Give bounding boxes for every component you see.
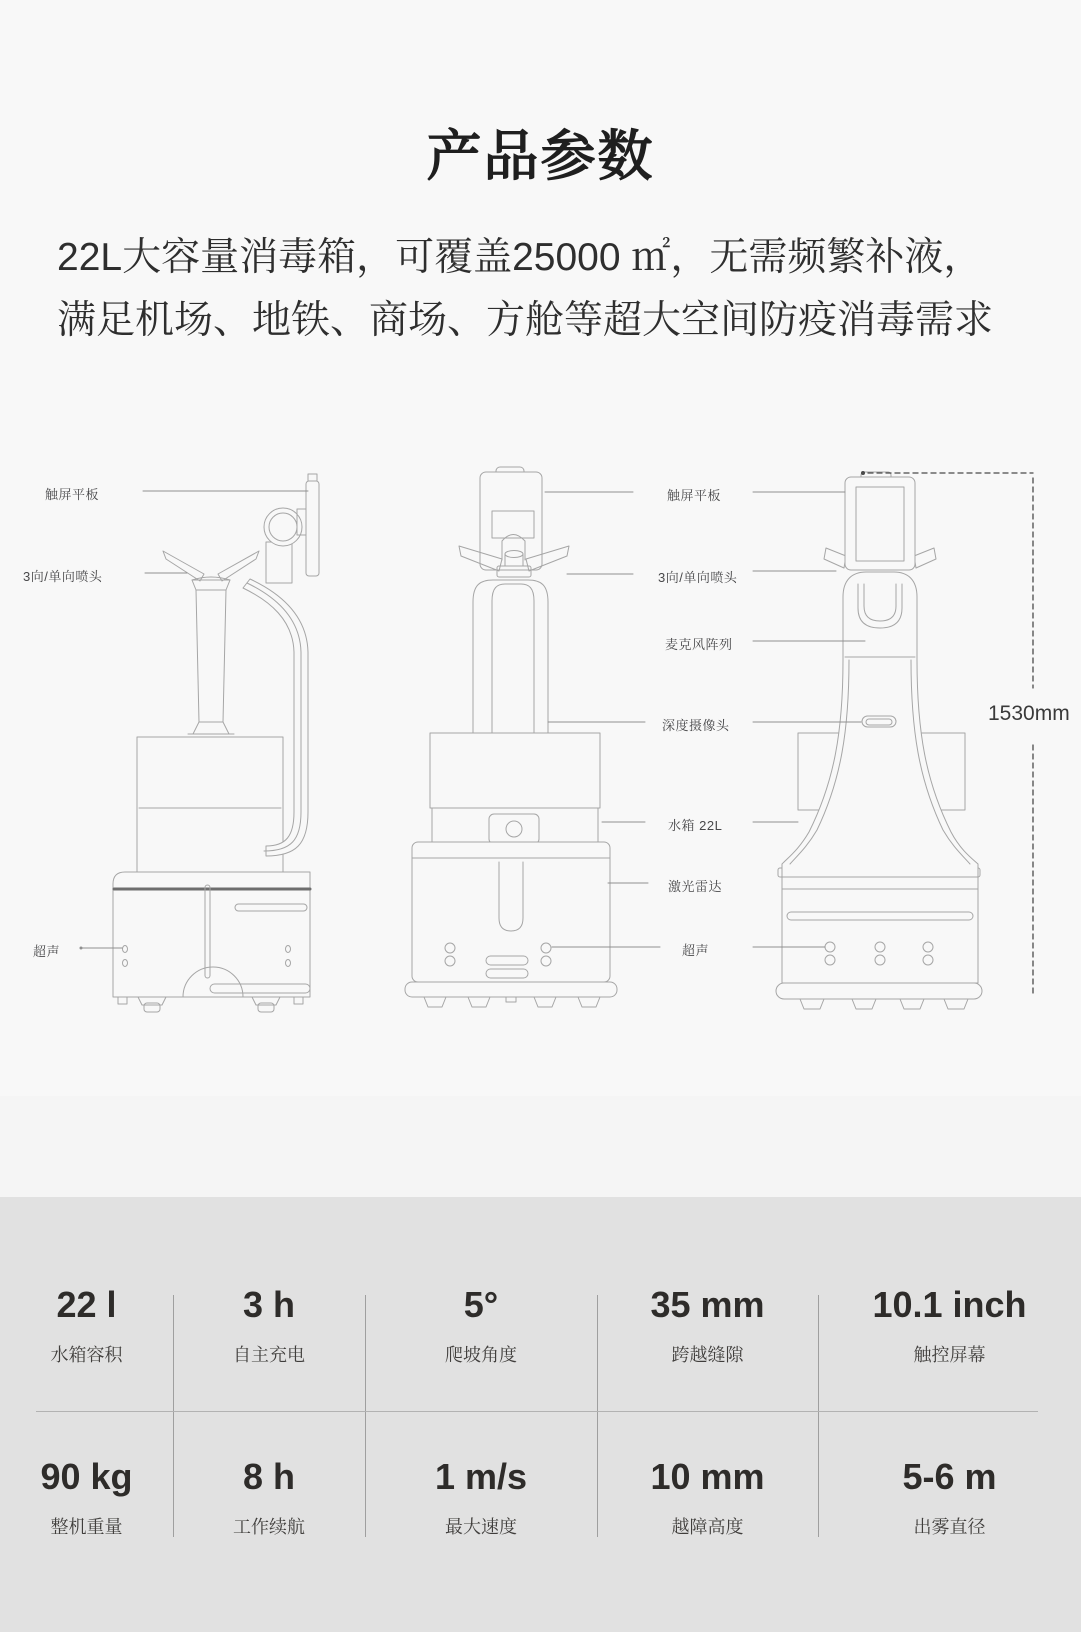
robot-front-view-drawing: [405, 467, 617, 1007]
callout-label-tablet-center: 触屏平板: [667, 488, 722, 503]
spec-cell: [597, 1283, 818, 1367]
spec-divider-horizontal: [36, 1411, 1038, 1412]
spec-label: 出雾直径: [913, 1517, 986, 1537]
dimension-height-value: 1530mm: [988, 702, 1070, 725]
spec-value: 35 mm: [650, 1284, 765, 1325]
callout-label-lidar: 激光雷达: [668, 879, 723, 894]
spec-label: 触控屏幕: [913, 1345, 986, 1365]
callout-label-tablet-left: 触屏平板: [45, 487, 100, 502]
callout-label-water-tank: 水箱 22L: [668, 818, 723, 833]
spec-label: 越障高度: [671, 1517, 744, 1537]
spec-row-2: [0, 1455, 1081, 1539]
page-title: 产品参数: [426, 125, 655, 187]
spec-value: 5°: [463, 1284, 499, 1325]
spec-label: 工作续航: [233, 1517, 305, 1537]
spec-value: 10.1 inch: [872, 1284, 1027, 1325]
spec-cell: [173, 1283, 365, 1367]
spec-value: 10 mm: [650, 1456, 765, 1497]
description-line-2: 满足机场、地铁、商场、方舱等超大空间防疫消毒需求: [57, 299, 994, 342]
robot-back-view-drawing: [776, 472, 982, 1009]
spec-label: 跨越缝隙: [671, 1345, 744, 1365]
spec-cell: [0, 1283, 173, 1367]
callout-label-sonar-left: 超声: [33, 944, 61, 959]
callout-label-depth-camera: 深度摄像头: [662, 718, 730, 733]
spec-label: 爬坡角度: [445, 1345, 517, 1365]
spec-row-1: [0, 1283, 1081, 1367]
spec-cell: [365, 1455, 597, 1539]
spec-value: 5-6 m: [902, 1456, 997, 1497]
spec-cell: [0, 1455, 173, 1539]
callout-label-sonar-center: 超声: [682, 943, 710, 958]
robot-side-view-drawing: [113, 474, 319, 1012]
callout-label-nozzle-left: 3向/单向喷头: [23, 569, 103, 584]
spec-label: 整机重量: [50, 1517, 123, 1537]
callout-label-mic-array: 麦克风阵列: [665, 637, 733, 652]
spec-cell: [597, 1455, 818, 1539]
spec-cell: [818, 1455, 1081, 1539]
spec-label: 水箱容积: [50, 1345, 123, 1365]
spec-value: 22 l: [56, 1284, 117, 1325]
spec-cell: [818, 1283, 1081, 1367]
description-line-1: 22L大容量消毒箱，可覆盖25000 ㎡，无需频繁补液，: [57, 236, 983, 279]
spec-label: 自主充电: [233, 1345, 305, 1365]
spec-value: 3 h: [242, 1284, 295, 1325]
callout-label-nozzle-center: 3向/单向喷头: [658, 570, 738, 585]
spec-value: 90 kg: [40, 1456, 133, 1497]
spec-value: 1 m/s: [434, 1456, 528, 1497]
spec-cell: [365, 1283, 597, 1367]
spec-label: 最大速度: [445, 1517, 517, 1537]
spec-cell: [173, 1455, 365, 1539]
spec-value: 8 h: [242, 1456, 295, 1497]
